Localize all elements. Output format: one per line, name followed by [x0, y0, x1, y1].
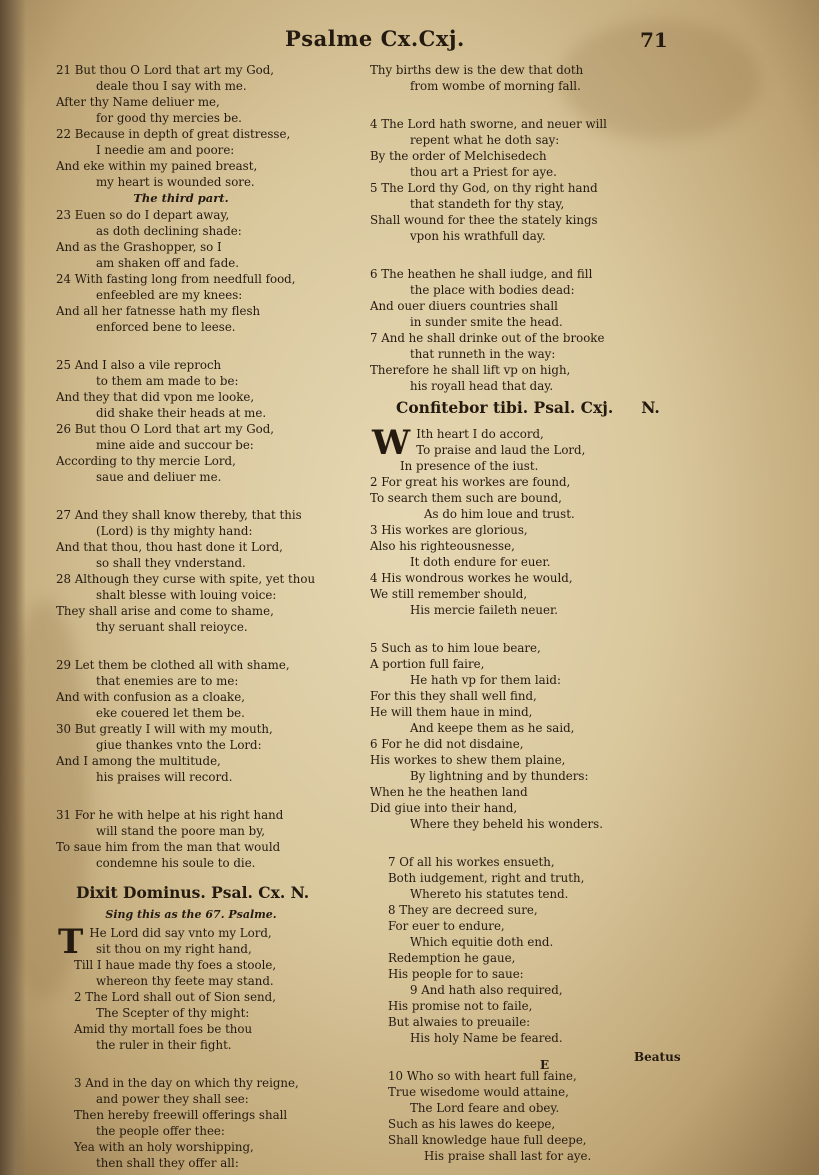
verse-line: Thy births dew is the dew that doth [370, 63, 584, 77]
verse-line: and power they shall see: [96, 1092, 249, 1106]
verse-line: It doth endure for euer. [410, 555, 551, 569]
drop-capital: T [58, 922, 84, 962]
verse-block [370, 62, 670, 94]
psalm-111-heading: Confitebor tibi. Psal. Cxj. [396, 398, 614, 417]
verse-line: that enemies are to me: [96, 674, 239, 688]
verse-line: His people for to saue: [388, 967, 524, 981]
verse-block [56, 1075, 346, 1171]
verse-line: Such as his lawes do keepe, [388, 1117, 556, 1131]
verse-line: And keepe them as he said, [410, 721, 575, 735]
verse-line: Whereto his statutes tend. [410, 887, 569, 901]
verse-line: 4 His wondrous workes he would, [370, 571, 573, 585]
verse-line: Yea with an holy worshipping, [74, 1140, 254, 1154]
verse-line: Then hereby freewill offerings shall [74, 1108, 288, 1122]
verse-line: Till I haue made thy foes a stoole, [74, 958, 277, 972]
verse-line: Amid thy mortall foes be thou [74, 1022, 253, 1036]
verse-line: 24 With fasting long from needfull food, [56, 272, 296, 286]
verse-line: deale thou I say with me. [96, 79, 247, 93]
verse-line: 10 Who so with heart full faine, [388, 1069, 577, 1083]
verse-block [56, 807, 346, 871]
page-edge-shadow [0, 0, 26, 1175]
verse-line: the ruler in their fight. [96, 1038, 232, 1052]
verse-line: so shall they vnderstand. [96, 556, 246, 570]
verse-line: Where they beheld his wonders. [410, 817, 603, 831]
verse-line: (Lord) is thy mighty hand: [96, 524, 253, 538]
verse-line: But alwaies to preuaile: [388, 1015, 531, 1029]
verse-block [370, 116, 670, 244]
verse-line: 27 And they shall know thereby, that this [56, 508, 302, 522]
verse-line: his praises will record. [96, 770, 233, 784]
verse-line: enfeebled are my knees: [96, 288, 243, 302]
verse-line: True wisedome would attaine, [388, 1085, 569, 1099]
verse-line: I needie am and poore: [96, 143, 235, 157]
right-column [370, 62, 670, 1164]
verse-line: eke couered let them be. [96, 706, 245, 720]
verse-line: He Lord did say vnto my Lord, [89, 926, 272, 940]
verse-line: 5 Such as to him loue beare, [370, 641, 541, 655]
verse-line: vpon his wrathfull day. [410, 229, 546, 243]
verse-line: And I among the multitude, [56, 754, 221, 768]
verse-line: According to thy mercie Lord, [56, 454, 236, 468]
verse-line: 29 Let them be clothed all with shame, [56, 658, 290, 672]
verse-line: giue thankes vnto the Lord: [96, 738, 262, 752]
page-header [0, 26, 819, 56]
verse-line: 9 And hath also required, [410, 983, 563, 997]
verse-line: 5 The Lord thy God, on thy right hand [370, 181, 598, 195]
verse-line: Also his righteousnesse, [370, 539, 515, 553]
verse-line: In presence of the iust. [400, 459, 539, 473]
verse-line: And ouer diuers countries shall [370, 299, 558, 313]
verse-line: And as the Grashopper, so I [56, 240, 222, 254]
verse-line: They shall arise and come to shame, [56, 604, 274, 618]
section-subheading: The third part. [133, 191, 229, 205]
verse-line: 3 His workes are glorious, [370, 523, 528, 537]
verse-line: And with confusion as a cloake, [56, 690, 245, 704]
verse-line: Did giue into their hand, [370, 801, 518, 815]
verse-line: my heart is wounded sore. [96, 175, 255, 189]
verse-line: 30 But greatly I will with my mouth, [56, 722, 273, 736]
verse-line: We still remember should, [370, 587, 528, 601]
verse-line: 23 Euen so do I depart away, [56, 208, 230, 222]
verse-line: By lightning and by thunders: [410, 769, 589, 783]
verse-line: 26 But thou O Lord that art my God, [56, 422, 275, 436]
verse-line: sit thou on my right hand, [96, 942, 252, 956]
verse-line: from wombe of morning fall. [410, 79, 581, 93]
verse-line: the people offer thee: [96, 1124, 225, 1138]
verse-line: 3 And in the day on which thy reigne, [74, 1076, 299, 1090]
verse-line: the place with bodies dead: [410, 283, 575, 297]
verse-line: His workes to shew them plaine, [370, 753, 566, 767]
verse-line: then shall they offer all: [96, 1156, 239, 1170]
verse-line: that runneth in the way: [410, 347, 556, 361]
left-column [56, 62, 346, 1171]
verse-line: Therefore he shall lift vp on high, [370, 363, 571, 377]
verse-line: His mercie faileth neuer. [410, 603, 559, 617]
verse-line: 2 For great his workes are found, [370, 475, 571, 489]
verse-line: whereon thy feete may stand. [96, 974, 274, 988]
verse-line: 4 The Lord hath sworne, and neuer will [370, 117, 607, 131]
verse-line: A portion full faire, [370, 657, 485, 671]
verse-block [370, 266, 670, 394]
verse-line: When he the heathen land [370, 785, 528, 799]
verse-line: that standeth for thy stay, [410, 197, 565, 211]
tune-direction: Sing this as the 67. Psalme. [105, 908, 277, 921]
verse-line: his royall head that day. [410, 379, 554, 393]
verse-line: Shall knowledge haue full deepe, [388, 1133, 587, 1147]
verse-line: To praise and laud the Lord, [416, 443, 586, 457]
page-number: 71 [640, 28, 668, 52]
verse-line: did shake their heads at me. [96, 406, 267, 420]
verse-line: for good thy mercies be. [96, 111, 242, 125]
meter-mark: N. [641, 398, 660, 417]
verse-line: saue and deliuer me. [96, 470, 222, 484]
verse-line: 6 The heathen he shall iudge, and fill [370, 267, 593, 281]
verse-line: And eke within my pained breast, [56, 159, 258, 173]
verse-line: 22 Because in depth of great distresse, [56, 127, 291, 141]
catchword: Beatus [634, 1050, 681, 1064]
verse-block [370, 423, 670, 618]
verse-line: He hath vp for them laid: [410, 673, 561, 687]
verse-line: Shall wound for thee the stately kings [370, 213, 598, 227]
verse-line: thou art a Priest for aye. [410, 165, 557, 179]
verse-block [56, 62, 346, 190]
verse-line: condemne his soule to die. [96, 856, 256, 870]
verse-line: The Scepter of thy might: [96, 1006, 250, 1020]
verse-line: am shaken off and fade. [96, 256, 239, 270]
verse-line: Which equitie doth end. [410, 935, 554, 949]
verse-line: repent what he doth say: [410, 133, 560, 147]
verse-line: enforced bene to leese. [96, 320, 236, 334]
verse-line: 28 Although they curse with spite, yet thou [56, 572, 316, 586]
verse-line: thy seruant shall reioyce. [96, 620, 248, 634]
running-title: Psalme Cx.Cxj. [285, 26, 465, 51]
verse-line: And they that did vpon me looke, [56, 390, 255, 404]
psalm-110-heading: Dixit Dominus. Psal. Cx. N. [76, 883, 310, 902]
verse-line: By the order of Melchisedech [370, 149, 547, 163]
verse-line: To saue him from the man that would [56, 840, 281, 854]
verse-block [56, 657, 346, 785]
verse-line: will stand the poore man by, [96, 824, 266, 838]
verse-line: 6 For he did not disdaine, [370, 737, 524, 751]
verse-block [56, 207, 346, 335]
verse-line: 31 For he with helpe at his right hand [56, 808, 284, 822]
verse-line: And that thou, thou hast done it Lord, [56, 540, 283, 554]
verse-line: 7 And he shall drinke out of the brooke [370, 331, 605, 345]
verse-line: As do him loue and trust. [424, 507, 575, 521]
verse-line: 2 The Lord shall out of Sion send, [74, 990, 276, 1004]
verse-block [370, 854, 670, 1046]
verse-line: To search them such are bound, [370, 491, 562, 505]
verse-line: to them am made to be: [96, 374, 239, 388]
verse-line: Both iudgement, right and truth, [388, 871, 585, 885]
verse-line: The Lord feare and obey. [410, 1101, 560, 1115]
verse-block [56, 922, 346, 1053]
verse-line: 7 Of all his workes ensueth, [388, 855, 555, 869]
verse-block [370, 1068, 670, 1164]
verse-line: His praise shall last for aye. [424, 1149, 592, 1163]
verse-line: Ith heart I do accord, [416, 427, 544, 441]
verse-line: 25 And I also a vile reproch [56, 358, 222, 372]
signature-mark: E [540, 1058, 550, 1072]
verse-line: 21 But thou O Lord that art my God, [56, 63, 275, 77]
verse-line: 8 They are decreed sure, [388, 903, 538, 917]
verse-line: shalt blesse with louing voice: [96, 588, 277, 602]
drop-capital: W [372, 423, 411, 463]
verse-line: For this they shall well find, [370, 689, 537, 703]
verse-line: His holy Name be feared. [410, 1031, 563, 1045]
verse-line: mine aide and succour be: [96, 438, 254, 452]
verse-line: Redemption he gaue, [388, 951, 516, 965]
verse-block [56, 357, 346, 485]
verse-line: And all her fatnesse hath my flesh [56, 304, 261, 318]
psalm-111-heading-row [370, 400, 670, 422]
verse-line: His promise not to faile, [388, 999, 533, 1013]
verse-block [56, 507, 346, 635]
verse-line: After thy Name deliuer me, [56, 95, 220, 109]
verse-line: He will them haue in mind, [370, 705, 533, 719]
verse-line: as doth declining shade: [96, 224, 242, 238]
verse-line: For euer to endure, [388, 919, 505, 933]
verse-block [370, 640, 670, 832]
verse-line: in sunder smite the head. [410, 315, 563, 329]
